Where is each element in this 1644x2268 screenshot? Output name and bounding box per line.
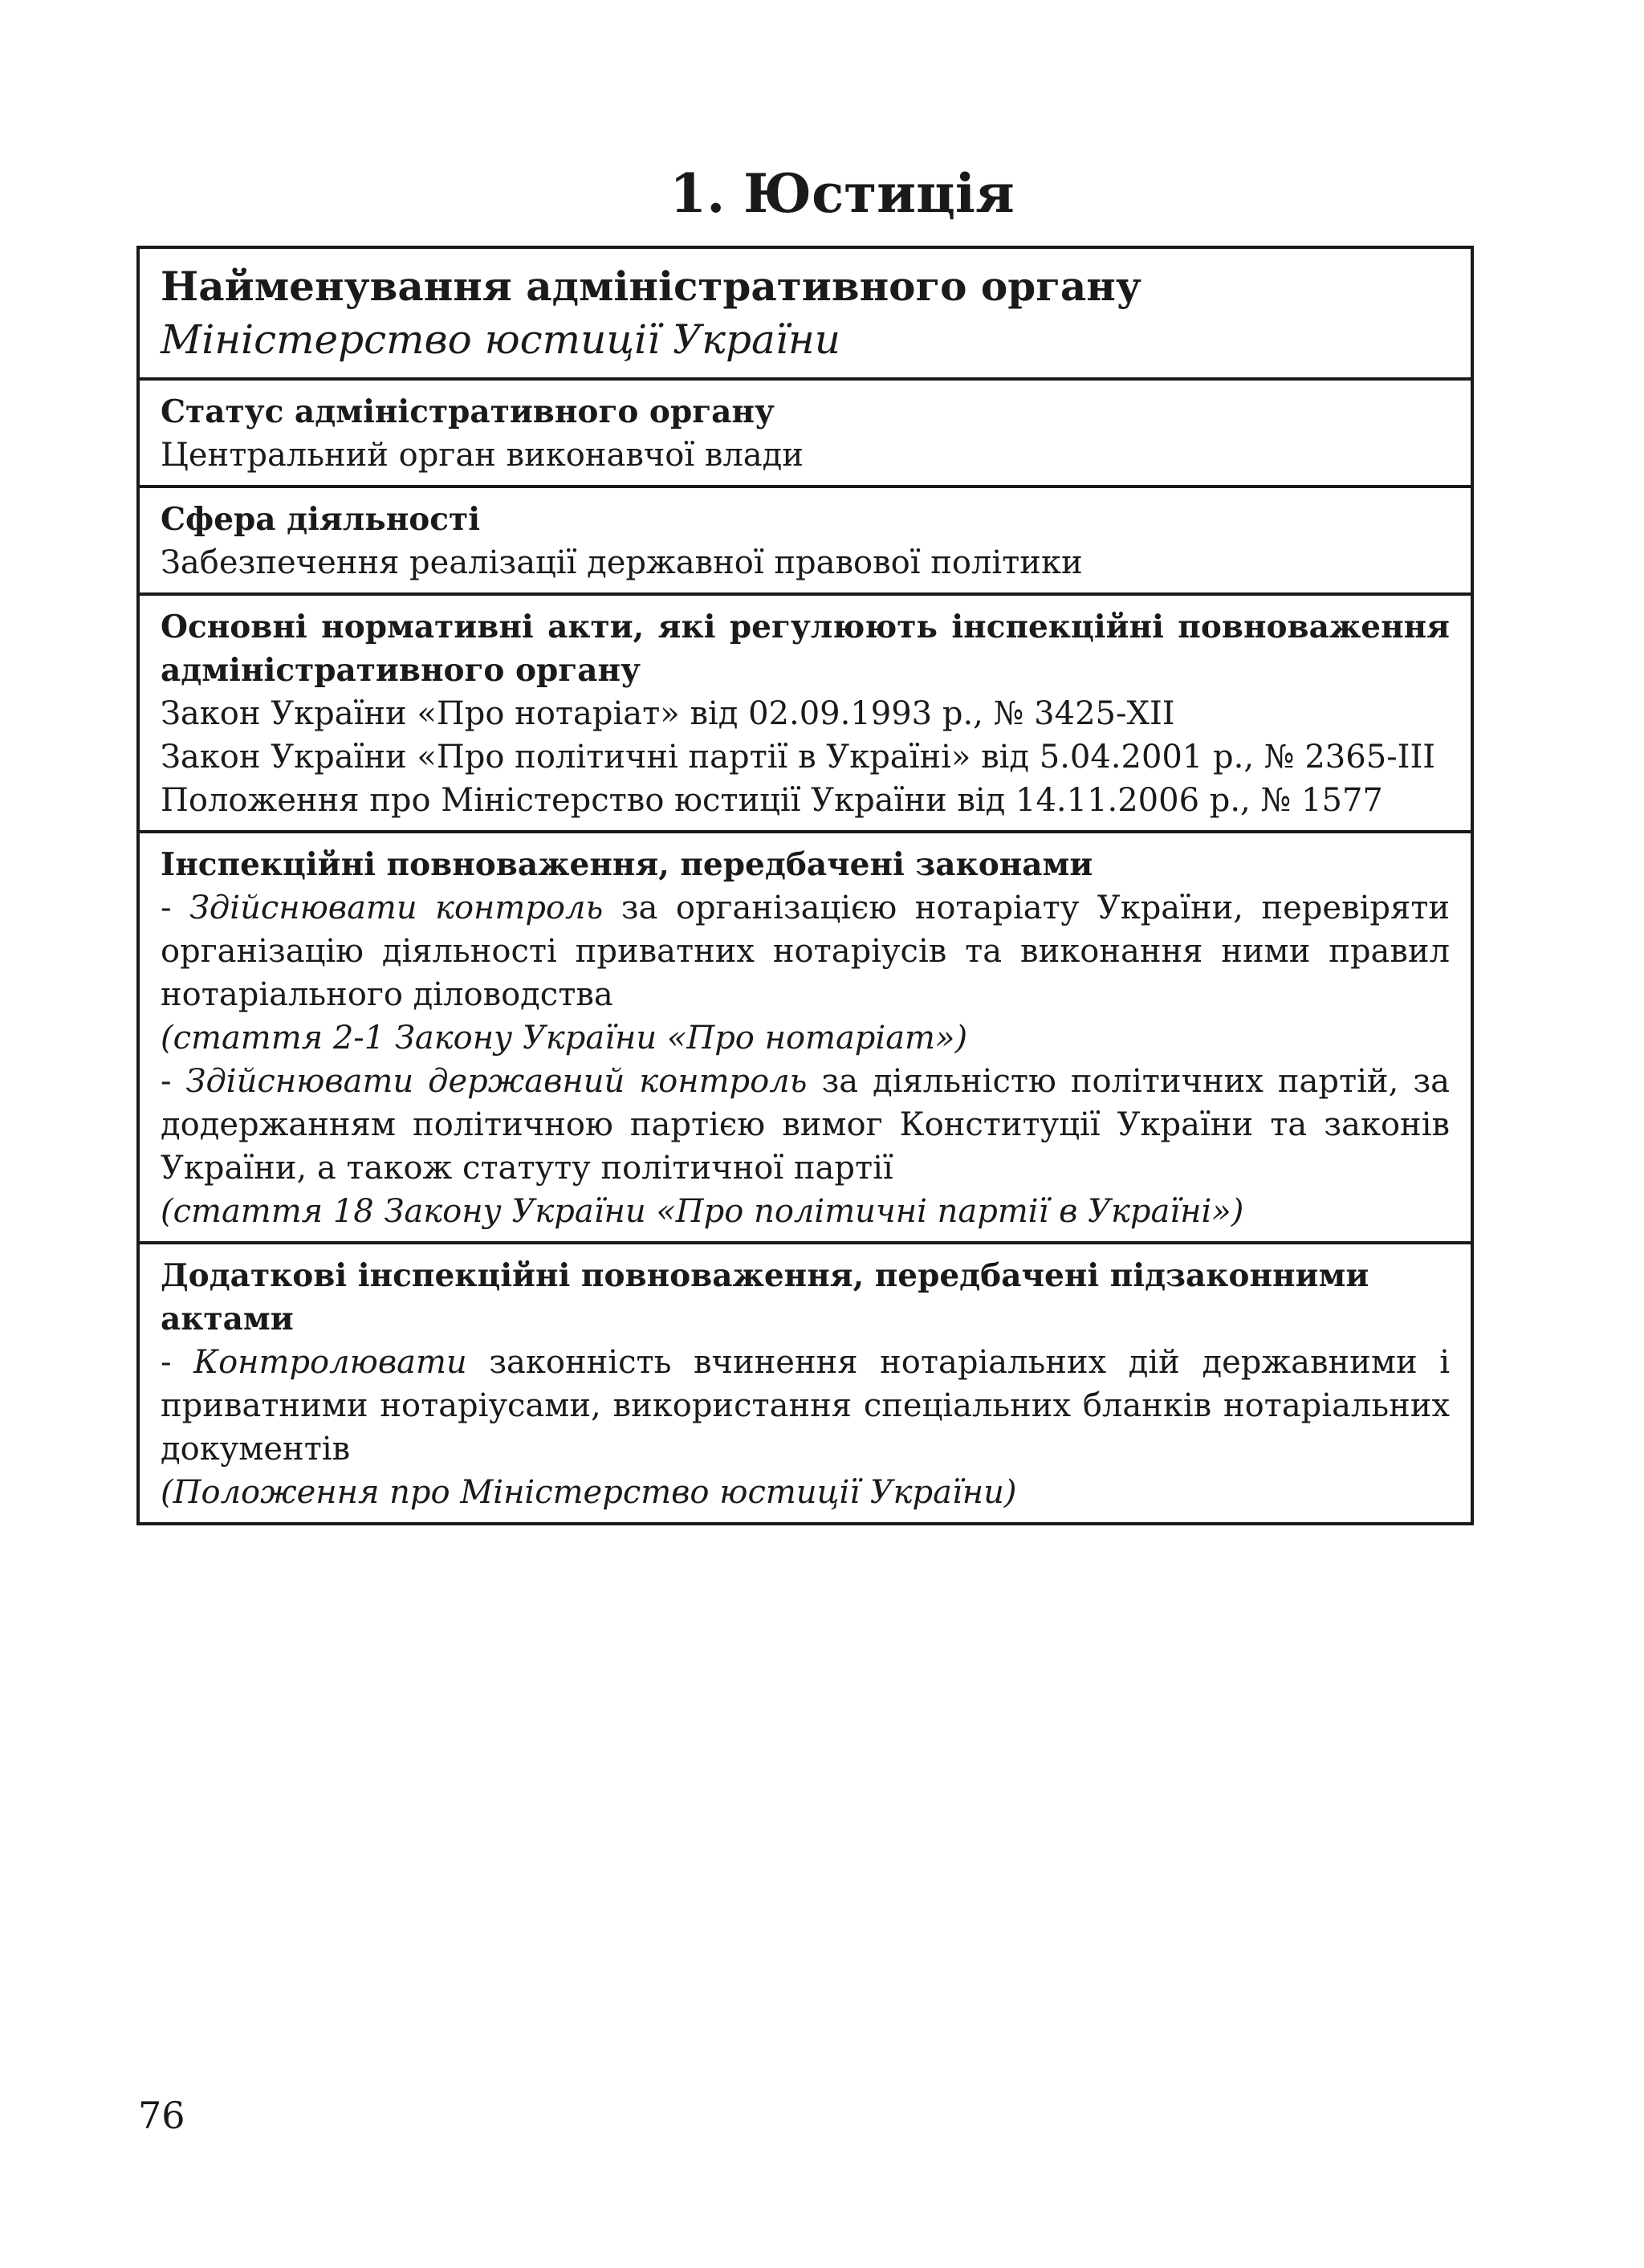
additional-power-text: законність вчинення нотаріальних дій державними і приватними нотаріусами, використання спеціальних бланків нотаріальних документів [161,1344,1450,1468]
power-item-source: (стаття 18 Закону України «Про політичні партії в Україні») [161,1193,1244,1230]
power-item-text: за організацією нотаріату України, перевіряти організацію діяльності приватних нотаріусів та виконання ними правил нотаріального діловодства [161,890,1450,1013]
regulatory-act-item: Закон України «Про політичні партії в Україні» від 5.04.2001 р., № 2365-III [161,739,1436,776]
additional-power-item [161,1341,1450,1471]
agency-status-heading: Статус адміністративного органу [161,393,775,430]
inspection-powers-heading: Інспекційні повноваження, передбачені законами [161,846,1093,883]
additional-power-source: (Положення про Міністерство юстиції України) [161,1474,1017,1511]
additional-powers-section [140,1241,1471,1522]
activity-sphere-heading: Сфера діяльності [161,501,481,538]
power-item-text: за діяльністю політичних партій, за додержанням політичною партією вимог Конституції України та законів України, а також статуту політичної партії [161,1063,1450,1187]
additional-powers-heading: Додаткові інспекційні повноваження, передбачені підзаконними актами [161,1257,1369,1338]
additional-power-prefix: - [161,1344,194,1381]
regulatory-acts-heading: Основні нормативні акти, які регулюють інспекційні повноваження адміністративного органу [161,609,1450,689]
agency-info-table [136,246,1474,1525]
power-item-prefix: - [161,1063,186,1100]
page-title: 1. Юстиція [669,162,1015,225]
page-number: 76 [138,2094,185,2137]
agency-name-heading: Найменування адміністративного органу [161,263,1141,310]
agency-status-section [140,377,1471,485]
power-item [161,886,1450,1016]
additional-power-emphasis: Контролювати [193,1344,467,1381]
power-item-emphasis: Здійснювати державний контроль [185,1063,808,1100]
agency-name-section [140,249,1471,377]
power-item-prefix: - [161,890,189,926]
activity-sphere-section [140,485,1471,592]
agency-status-value: Центральний орган виконавчої влади [161,437,804,474]
power-item [161,1060,1450,1190]
activity-sphere-value: Забезпечення реалізації державної правової політики [161,544,1083,581]
regulatory-act-item: Положення про Міністерство юстиції України від 14.11.2006 р., № 1577 [161,782,1383,819]
inspection-powers-section [140,830,1471,1241]
power-item-source: (стаття 2-1 Закону України «Про нотаріат») [161,1020,968,1057]
power-item-emphasis: Здійснювати контроль [189,890,604,926]
agency-name-value: Міністерство юстиції України [161,316,840,363]
regulatory-act-item: Закон України «Про нотаріат» від 02.09.1993 р., № 3425-XII [161,695,1175,732]
regulatory-acts-section [140,592,1471,830]
